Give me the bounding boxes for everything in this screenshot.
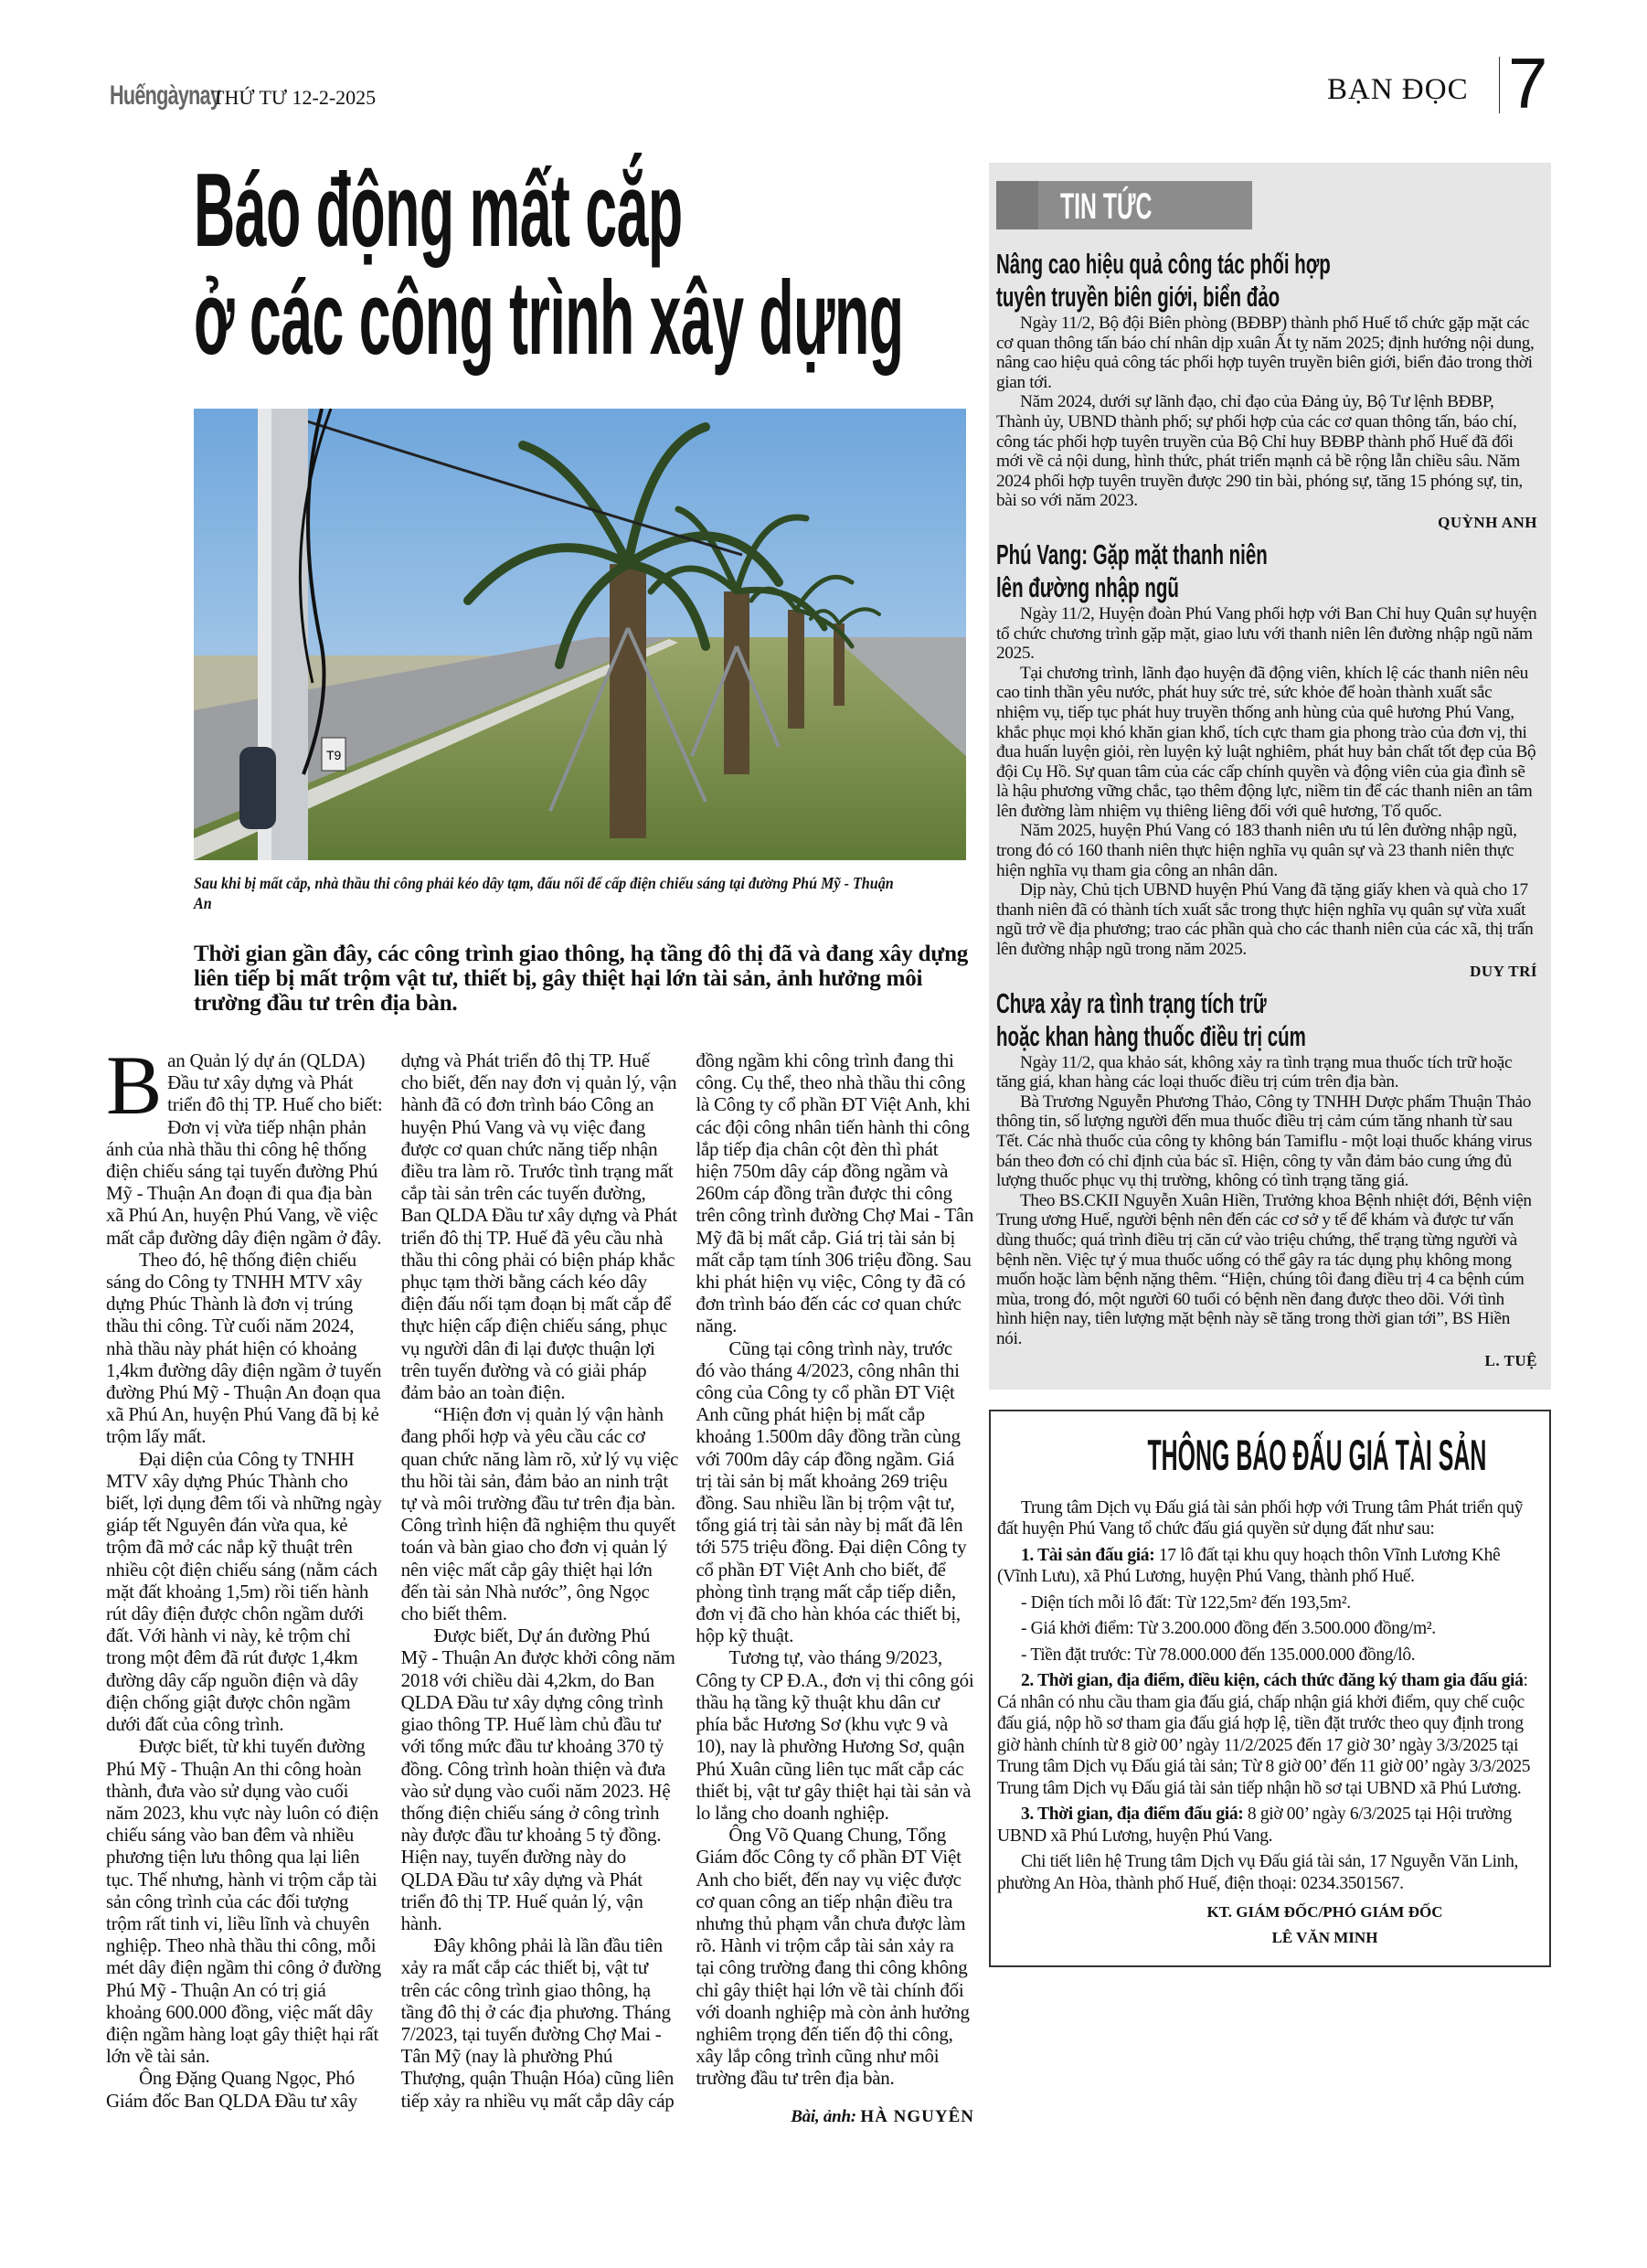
- body-paragraph: Cũng tại công trình này, trước đó vào tháng 4/2023, công nhân thi công của Công ty cổ phần ĐT Việt Anh cũng phát hiện bị mất cắp khoảng 1.500m dây đồng trần cùng với 700m dây cáp đồng ngầm. Giá trị tài sản bị mất khoảng 269 triệu đồng. Sau nhiều lần bị trộm vật tư, tổng giá trị tài sản này bị mất đã lên tới 575 triệu đồng. Đại diện Công ty cổ phần ĐT Việt Anh cho biết, để phòng tình trạng mất cắp tiếp diễn, đơn vị đã cho hàn khóa các thiết bị, hộp kỹ thuật.: [696, 1336, 967, 1647]
- title-line-2: ở các công trình xây dựng: [194, 261, 904, 377]
- paragraph-text: an Quản lý dự án (QLDA) Đầu tư xây dựng và Phát triển đô thị TP. Huế cho biết: Đơn vị vừa tiếp nhận phản ánh của nhà thầu thi công hệ thống điện chiếu sáng tại tuyến đường Phú Mỹ - Thuận An đoạn đi qua địa bàn xã Phú An, huyện Phú Vang, về việc mất cắp đường dây điện ngầm ở đây.: [106, 1049, 383, 1249]
- notice-item-3: [997, 1804, 1543, 1847]
- article-body: [106, 1038, 974, 2128]
- news-paragraph: Ngày 11/2, Bộ đội Biên phòng (BĐBP) thành phố Huế tổ chức gặp mặt các cơ quan thông tấn báo chí nhân dịp xuân Ất tỵ năm 2025; định hướng nội dung, nâng cao hiệu quả công tác phối hợp tuyên truyền biên giới, biển đảo trong thời gian tới.: [996, 314, 1535, 392]
- article-byline: [696, 2106, 974, 2128]
- news-author: DUY TRÍ: [1470, 962, 1537, 980]
- news-item: [996, 248, 1537, 533]
- item-label: 1. Tài sản đấu giá:: [1021, 1545, 1155, 1565]
- body-paragraph: Được biết, từ khi tuyến đường Phú Mỹ - Thuận An thi công hoàn thành, đưa vào sử dụng vào cuối năm 2023, khu vực này luôn có điện chiếu sáng vào ban đêm và nhiều phương tiện lưu thông qua lại liên tục. Thế nhưng, hành vi trộm cắp tài sản công trình của các đối tượng trộm rất tinh vi, liều lĩnh và chuyên nghiệp. Theo nhà thầu thi công, mỗi mét dây điện ngầm thi công ở đường Phú Mỹ - Thuận An có trị giá khoảng 600.000 đồng, việc mất dây điện ngầm hàng loạt gây thiệt hại rất lớn về tài sản.: [106, 1735, 381, 2068]
- notice-start-price: - Giá khởi điểm: Từ 3.200.000 đồng đến 3.500.000 đồng/m².: [1021, 1619, 1436, 1639]
- news-tag: [996, 181, 1252, 229]
- header-divider: [1499, 57, 1500, 113]
- news-headline: tuyên truyền biên giới, biển đảo: [996, 281, 1280, 313]
- notice-title-wrap: [997, 1430, 1543, 1486]
- section-name: BẠN ĐỌC: [1327, 73, 1469, 106]
- byline-author: HÀ NGUYÊN: [860, 2106, 974, 2126]
- body-paragraph: Đại diện của Công ty TNHH MTV xây dựng Phúc Thành cho biết, lợi dụng đêm tối và những ngày giáp tết Nguyên đán vừa qua, kẻ trộm đã mở các nắp kỹ thuật trên nhiều cột điện chiếu sáng (nằm cách mặt đất khoảng 1,5m) rồi tiến hành rút dây điện được chôn ngầm dưới đất. Với hành vi này, kẻ trộm chỉ trong một đêm đã rút được 1,4km đường dây cấp nguồn điện và dây điện chống giật được chôn ngầm dưới đất của công trình.: [106, 1447, 382, 1736]
- auction-notice: [989, 1410, 1551, 1968]
- notice-item-1: [997, 1545, 1543, 1588]
- news-headline: lên đường nhập ngũ: [996, 570, 1179, 603]
- notice-item-2: [997, 1670, 1543, 1799]
- palm-road-photo: [194, 409, 966, 860]
- news-headline: Chưa xảy ra tình trạng tích trữ: [996, 986, 1267, 1019]
- body-paragraph: “Hiện đơn vị quản lý vận hành đang phối hợp và yêu cầu các cơ quan chức năng làm rõ, xử lý vụ việc thu hồi tài sản, đảm bảo an ninh trật tự và môi trường đầu tư trên địa bàn. Công trình hiện đã nghiệm thu quyết toán và bàn giao cho đơn vị quản lý nên việc mất cắp gây thiệt hại lớn đến tài sản Nhà nước”, ông Ngọc cho biết thêm.: [400, 1403, 679, 1625]
- notice-contact: Chi tiết liên hệ Trung tâm Dịch vụ Đấu giá tài sản, 17 Nguyễn Văn Linh, phường An Hòa, thành phố Huế, điện thoại: 0234.3501567.: [997, 1852, 1519, 1893]
- news-headline: Nâng cao hiệu quả công tác phối hợp: [996, 248, 1331, 280]
- body-paragraph: Ông Võ Quang Chung, Tổng Giám đốc Công ty cổ phần ĐT Việt Anh cho biết, đến nay vụ việc được cơ quan công an tiếp nhận điều tra nhưng thủ phạm vẫn chưa được làm rõ. Hành vi trộm cắp tài sản xảy ra tại công trường đang thi công không chỉ gây thiệt hại lớn về tài chính đối với doanh nghiệp mà còn ảnh hưởng nghiêm trọng đến tiến độ thi công, xây lắp công trình cũng như môi trường đầu tư trên địa bàn.: [696, 1824, 970, 2090]
- item-text: 17 lô đất tại khu quy hoạch thôn Vĩnh Lương Khê (Vĩnh Lưu), xã Phú Lương, huyện Phú Vang, thành phố Huế.: [997, 1545, 1501, 1587]
- news-paragraph: Năm 2025, huyện Phú Vang có 183 thanh niên ưu tú lên đường nhập ngũ, trong đó có 160 thanh niên thực hiện nghĩa vụ quân sự và 23 thanh niên thực hiện nghĩa vụ tham gia công an nhân dân.: [996, 821, 1517, 880]
- tag-block: [996, 181, 1038, 229]
- news-sidebar: [989, 163, 1551, 1390]
- drop-cap: B: [106, 1038, 163, 1132]
- title-line-1: Báo động mất cắp: [194, 153, 683, 269]
- news-paragraph: Ngày 11/2, Huyện đoàn Phú Vang phối hợp với Ban Chỉ huy Quân sự huyện tổ chức chương trình gặp mặt, giao lưu với thanh niên lên đường nhập ngũ năm 2025.: [996, 603, 1537, 664]
- article-lead: Thời gian gần đây, các công trình giao thông, hạ tầng đô thị đã và đang xây dựng liên tiếp bị mất trộm vật tư, thiết bị, gây thiệt hại lớn tài sản, ảnh hưởng môi trường đầu tư trên địa bàn.: [194, 942, 969, 1016]
- pole-sign-label: T9: [326, 748, 342, 762]
- signer-name: LÊ VĂN MINH: [1271, 1929, 1378, 1947]
- body-paragraph: [106, 1038, 385, 1249]
- byline-label: Bài, ảnh:: [791, 2106, 856, 2126]
- news-headline: hoặc khan hàng thuốc điều trị cúm: [996, 1019, 1306, 1052]
- signer-title: KT. GIÁM ĐỐC/PHÓ GIÁM ĐỐC: [1206, 1903, 1443, 1922]
- news-item: [996, 987, 1537, 1371]
- body-paragraph: Tương tự, vào tháng 9/2023, Công ty CP Đ.A., đơn vị thi công gói thầu hạ tầng kỹ thuật khu dân cư phía bắc Hương Sơ (khu vực 9 và 10), nay là phường Hương Sơ, quận Phú Xuân cũng liên tục mất cắp các thiết bị, vật tư gây thiệt hại tài sản và lo lắng cho doanh nghiệp.: [696, 1646, 974, 1824]
- notice-body: [997, 1497, 1543, 1895]
- item-text: 8 giờ 00’ ngày 6/3/2025 tại Hội trường UBND xã Phú Lương, huyện Phú Vang.: [997, 1805, 1512, 1846]
- body-paragraph: Theo đó, hệ thống điện chiếu sáng do Công ty TNHH MTV xây dựng Phúc Thành là đơn vị trúng thầu thi công. Từ cuối năm 2024, nhà thầu này phát hiện có khoảng 1,4km đường dây điện ngầm ở tuyến đường Phú Mỹ - Thuận An đoạn qua xã Phú An, huyện Phú Vang đã bị kẻ trộm lấy mất.: [106, 1248, 382, 1448]
- news-author: QUỲNH ANH: [1438, 513, 1537, 531]
- article-photo: [194, 409, 966, 860]
- notice-area: - Diện tích mỗi lô đất: Từ 122,5m² đến 193,5m².: [1021, 1592, 1351, 1613]
- news-headline: Phú Vang: Gặp mặt thanh niên: [996, 538, 1268, 570]
- tag-label: TIN TỨC: [1060, 186, 1153, 227]
- masthead-logo: Huếngàynay: [110, 80, 221, 111]
- news-author: L. TUỆ: [1484, 1351, 1537, 1369]
- item-label: 3. Thời gian, địa điểm đấu giá:: [1021, 1805, 1244, 1825]
- news-paragraph: Theo BS.CKII Nguyễn Xuân Hiền, Trưởng khoa Bệnh nhiệt đới, Bệnh viện Trung ương Huế, người bệnh nên đến các cơ sở y tế để khám và được tư vấn dùng thuốc; quá trình điều trị căn cứ vào triệu chứng, thể trạng từng người và bệnh nền. Việc tự ý mua thuốc uống có thể gây ra tác dụng phụ không mong muốn hoặc làm bệnh nặng thêm. “Hiện, chúng tôi đang điều trị 4 ca bệnh cúm mùa, trong đó, một người 60 tuổi có bệnh nền đang được theo dõi. Với tình hình hiện nay, tiên lượng mặt bệnh này sẽ tăng trong thời gian tới”, BS Hiền nói.: [996, 1190, 1532, 1348]
- news-paragraph: Dịp này, Chủ tịch UBND huyện Phú Vang đã tặng giấy khen và quà cho 17 thanh niên đã có thành tích xuất sắc trong thực hiện nghĩa vụ quân sự vừa xuất ngũ trở về địa phương; trao các phần quà cho các thanh niên của các xã, thị trấn lên đường nhập ngũ trong năm 2025.: [996, 880, 1534, 960]
- notice-intro: Trung tâm Dịch vụ Đấu giá tài sản phối hợp với Trung tâm Phát triển quỹ đất huyện Phú Vang tổ chức đấu giá quyền sử dụng đất như sau:: [997, 1497, 1524, 1539]
- body-paragraph: Được biết, Dự án đường Phú Mỹ - Thuận An được khởi công năm 2018 với chiều dài 4,2km, do Ban QLDA Đầu tư xây dựng công trình giao thông TP. Huế làm chủ đầu tư với tổng mức đầu tư khoảng 370 tỷ đồng. Công trình hoàn thiện và đưa vào sử dụng vào cuối năm 2023. Hệ thống điện chiếu sáng ở công trình này được đầu tư khoảng 5 tỷ đồng. Hiện nay, tuyến đường này do QLDA Đầu tư xây dựng và Phát triển đô thị TP. Huế quản lý, vận hành.: [400, 1624, 675, 1934]
- body-paragraph: Ông Đặng Quang Ngọc, Phó Giám đốc Ban QLDA Đầu tư xây dựng và Phát triển đô thị TP. Huế cho biết, đến nay đơn vị quản lý, vận hành đã có đơn trình báo Công an huyện Phú Vang và vụ việc đang được cơ quan chức năng tiếp nhận điều tra làm rõ. Trước tình trạng mất cắp tài sản trên các tuyến đường, Ban QLDA Đầu tư xây dựng và Phát triển đô thị TP. Huế đã yêu cầu nhà thầu thi công phải có biện pháp khắc phục tạm thời bằng cách kéo dây điện đấu nối tạm đoạn bị mất cắp để thực hiện cấp điện chiếu sáng, phục vụ người dân đi lại được thuận lợi trên tuyến đường và có giải pháp đảm bảo an toàn điện.: [106, 1049, 677, 2112]
- news-paragraph: Năm 2024, dưới sự lãnh đạo, chỉ đạo của Đảng ủy, Bộ Tư lệnh BĐBP, Thành ủy, UBND thành phố; sự phối hợp của các cơ quan thông tấn, báo chí, công tác phối hợp tuyên truyền của Bộ Chỉ huy BĐBP thành phố Huế đã đổi mới về cả nội dung, hình thức, phát triển mạnh cả bề rộng lẫn chiều sâu. Năm 2024 phối hợp tuyên truyền được 290 tin bài, phóng sự, tăng 15 phóng sự, tin, bài so với năm 2023.: [996, 392, 1523, 511]
- news-item: [996, 538, 1537, 982]
- notice-deposit: - Tiền đặt trước: Từ 78.000.000 đến 135.000.000 đồng/lô.: [1021, 1645, 1416, 1665]
- news-paragraph: Ngày 11/2, qua khảo sát, không xảy ra tình trạng mua thuốc tích trữ hoặc tăng giá, khan hàng các loại thuốc điều trị cúm trên địa bàn.: [996, 1052, 1513, 1092]
- item-text: : Cá nhân có nhu cầu tham gia đấu giá, chấp nhận giá khởi điểm, quy chế cuộc đấu giá, nộp hồ sơ tham gia đấu giá hợp lệ, tiền đặt trước theo quy định trong giờ hành chính từ 8 giờ 00’ ngày 11/2/2025 đến 17 giờ 30’ ngày 3/3/2025 tại Trung tâm Dịch vụ Đấu giá tài sản; Từ 8 giờ 00’ đến 11 giờ 00’ ngày 3/3/2025 Trung tâm Dịch vụ Đấu giá tài sản tiếp nhận hồ sơ tại UBND xã Phú Lương.: [997, 1671, 1531, 1798]
- body-paragraph: Đây không phải là lần đầu tiên xảy ra mất cắp các thiết bị, vật tư trên các công trình giao thông, hạ tầng đô thị ở các địa phương. Tháng 7/2023, tại tuyến đường Chợ Mai - Tân Mỹ (nay là phường Phú Thượng, quận Thuận Hóa) cũng liên tiếp xảy ra nhiều vụ mất cắp dây cáp đồng ngầm khi công trình đang thi công. Cụ thể, theo nhà thầu thi công là Công ty cổ phần ĐT Việt Anh, khi các đội công nhân tiến hành thi công lắp tiếp địa chân cột đèn thì phát hiện 750m dây cáp đồng ngầm và 260m cáp đồng trần được thi công trên công trình đường Chợ Mai - Tân Mỹ đã bị mất cắp. Giá trị tài sản bị mất cắp tạm tính 306 triệu đồng. Sau khi phát hiện vụ việc, Công ty đã có đơn trình báo đến các cơ quan chức năng.: [400, 1049, 974, 2112]
- page-number: 7: [1508, 43, 1548, 123]
- notice-title: THÔNG BÁO ĐẤU GIÁ TÀI SẢN: [1147, 1430, 1487, 1479]
- news-paragraph: Bà Trương Nguyễn Phương Thảo, Công ty TNHH Dược phẩm Thuận Thảo thông tin, số lượng người đến mua thuốc điều trị cảm cúm tăng nhanh từ sau Tết. Các nhà thuốc của công ty không bán Tamiflu - một loại thuốc kháng virus bán theo đơn có chỉ định của bác sĩ. Hiện, công ty vẫn đảm bảo cung ứng đủ lượng thuốc phục vụ thị trường, không có tình trạng tăng giá.: [996, 1091, 1533, 1191]
- photo-caption: Sau khi bị mất cắp, nhà thầu thi công phải kéo dây tạm, đấu nối để cấp điện chiếu sáng tại đường Phú Mỹ - Thuận An: [194, 874, 894, 912]
- issue-date: THỨ TƯ 12-2-2025: [212, 86, 377, 109]
- right-column: [989, 163, 1551, 1967]
- item-label: 2. Thời gian, địa điểm, điều kiện, cách thức đăng ký tham gia đấu giá: [1021, 1671, 1524, 1691]
- news-paragraph: Tại chương trình, lãnh đạo huyện đã động viên, khích lệ các thanh niên nêu cao tinh thần yêu nước, phát huy sức trẻ, sức khỏe để hoàn thành xuất sắc nhiệm vụ, tiếp tục phát huy truyền thống anh hùng của quê hương Phú Vang, khắc phục mọi khó khăn gian khổ, tích cực tham gia phong trào của đơn vị, thi đua huấn luyện giỏi, rèn luyện kỷ luật nghiêm, phát huy bản chất tốt đẹp của Bộ đội Cụ Hồ. Sự quan tâm của các cấp chính quyền và động viên của gia đình sẽ là hậu phương vững chắc, tạo thêm động lực, niềm tin để các thanh niên an tâm lên đường làm nhiệm vụ thiêng liêng đối với quê hương, Tổ quốc.: [996, 663, 1536, 821]
